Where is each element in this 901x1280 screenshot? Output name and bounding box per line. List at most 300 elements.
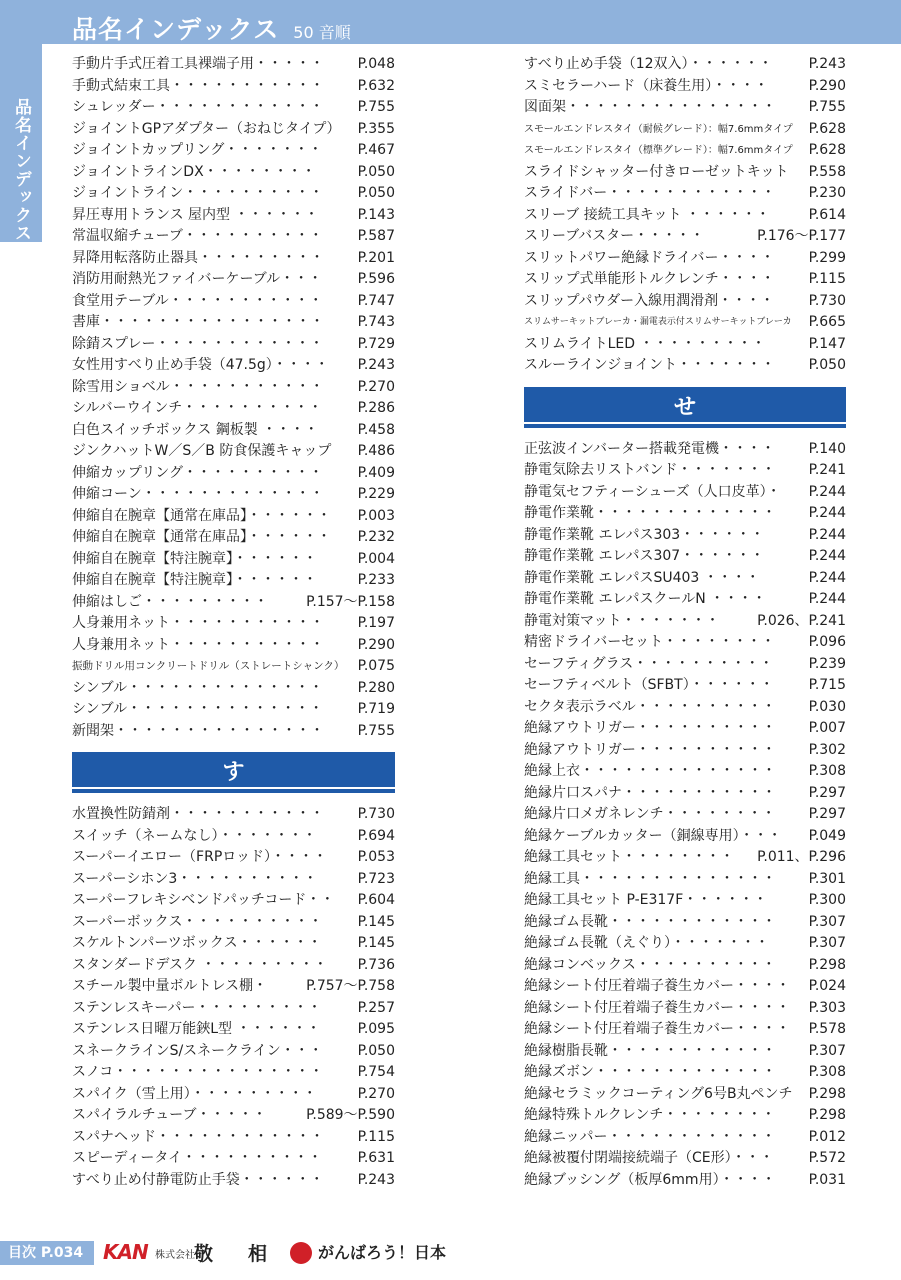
company-prefix: 株式会社 [155,1250,195,1261]
entry-name: 昇降用転落防止器具・・・・・・・・・ [72,249,324,266]
entry-page[interactable]: P.229 [357,486,395,502]
entry-page[interactable]: P.049 [808,827,846,844]
entry-page[interactable]: P.095 [357,1021,395,1037]
index-entry [524,439,846,461]
index-entry [72,248,395,270]
entry-page[interactable]: P.755 [808,99,846,115]
entry-page[interactable]: P.730 [808,292,846,309]
entry-page[interactable]: P.096 [808,634,846,650]
entry-name: 除錆スプレー・・・・・・・・・・・・ [72,335,324,352]
entry-page[interactable]: P.300 [808,892,846,908]
index-entry [72,847,395,869]
entry-page[interactable]: P.589～P.590 [306,1107,395,1123]
entry-page[interactable]: P.147 [808,335,846,352]
entry-name: スミセラーハード（床養生用）・・・・ [524,77,769,94]
index-entry [524,804,846,826]
entry-name: スパイク（雪上用）・・・・・・・・・ [72,1085,317,1102]
entry-page[interactable]: P.308 [808,1064,846,1080]
entry-page[interactable]: P.280 [357,679,395,696]
index-entry [524,890,846,912]
section-heading-rule [72,789,395,793]
index-entry [524,355,846,377]
index-entry [524,183,846,205]
entry-page[interactable]: P.486 [357,443,395,459]
entry-page[interactable]: P.572 [808,1150,846,1166]
entry-name: 伸縮自在腕章【通常在庫品】・・・・・・ [72,507,331,524]
index-entry [72,119,395,141]
entry-name: 絶縁ケーブルカッター（銅線専用）・・・ [524,827,782,844]
entry-page[interactable]: P.604 [357,892,395,908]
index-entry [524,847,846,869]
index-entry [72,226,395,248]
entry-name: スルーラインジョイント・・・・・・・ [524,357,775,373]
entry-page[interactable]: P.757～P.758 [306,978,395,994]
rising-sun-icon [290,1242,312,1264]
entry-name: 絶縁工具セット P-E317F・・・・・・ [524,892,768,908]
section-heading [524,387,846,428]
index-entry [72,506,395,528]
entry-name: スリーブ 接続工具キット ・・・・・・ [524,206,770,223]
entry-name: ステンレスキーパー・・・・・・・・・ [72,999,322,1016]
entry-page[interactable]: P.230 [808,185,846,201]
entry-page[interactable]: P.755 [357,99,395,115]
index-entry [72,463,395,485]
entry-name: 昇圧専用トランス 屋内型 ・・・・・・ [72,206,319,223]
entry-page[interactable]: P.723 [357,870,395,887]
entry-page[interactable]: P.115 [808,271,846,287]
index-entry [524,269,846,291]
entry-page[interactable]: P.578 [808,1021,846,1037]
entry-page[interactable]: P.743 [357,314,395,330]
index-entry [72,955,395,977]
entry-page[interactable]: P.024 [808,978,846,994]
index-entry [72,420,395,442]
index-entry [72,678,395,700]
entry-name: 静電作業靴・・・・・・・・・・・・・ [524,505,776,521]
entry-name: 絶縁片口メガネレンチ・・・・・・・・ [524,806,776,822]
entry-name: セクタ表示ラベル・・・・・・・・・・ [524,698,776,715]
entry-page[interactable]: P.729 [357,335,395,352]
index-entry [72,162,395,184]
index-entry [524,783,846,805]
index-entry [72,183,395,205]
index-entry [72,1170,395,1192]
index-entry [524,697,846,719]
company-name-1: 敬 [194,1243,214,1265]
entry-name: シンブル・・・・・・・・・・・・・・ [72,701,324,717]
entry-name: 絶縁工具・・・・・・・・・・・・・・ [524,870,776,887]
entry-name: 振動ドリル用コンクリートドリル（ストレートシャンク） [72,660,345,672]
entry-page[interactable]: P.145 [357,913,395,930]
index-entry [524,1084,846,1106]
entry-page[interactable]: P.243 [808,56,846,72]
entry-name: 絶縁ニッパー・・・・・・・・・・・・ [524,1128,776,1145]
entry-page[interactable]: P.301 [808,870,846,887]
entry-name: 手動片手式圧着工具裸端子用・・・・・ [72,56,324,72]
index-entry [524,611,846,633]
side-tab-label: 品名インデックス [11,98,31,242]
entry-name: 絶縁片口スパナ・・・・・・・・・・・ [524,784,776,801]
entry-page[interactable]: P.232 [357,529,395,545]
index-entry [524,460,846,482]
entry-page[interactable]: P.031 [808,1171,846,1188]
entry-page[interactable]: P.747 [357,292,395,309]
index-entry [72,869,395,891]
index-entry [72,1127,395,1149]
section-heading [72,752,395,793]
index-entry [72,592,395,614]
entry-page[interactable]: P.239 [808,655,846,672]
footer [0,1236,901,1280]
entry-page[interactable]: P.290 [357,636,395,653]
entry-name: すべり止め手袋（12双入）・・・・・・ [524,56,773,72]
index-entry [72,1041,395,1063]
index-entry [72,1105,395,1127]
index-entry [72,912,395,934]
entry-name: 絶縁ブッシング（板厚6mm用）・・・・ [524,1171,776,1188]
index-entry [524,761,846,783]
index-entry [524,589,846,611]
entry-name: 伸縮コーン・・・・・・・・・・・・・ [72,486,324,502]
entry-page[interactable]: P.290 [808,77,846,94]
entry-page[interactable]: P.244 [808,569,846,586]
entry-name: 静電対策マット・・・・・・・ [524,612,720,629]
entry-page[interactable]: P.243 [357,1171,395,1188]
entry-page[interactable]: P.244 [808,505,846,521]
entry-page[interactable]: P.302 [808,741,846,758]
index-entry [524,76,846,98]
entry-name: ジョイントGPアダプター（おねじタイプ） [72,120,341,137]
entry-name: 絶縁シート付圧着端子養生カバー・・・・ [524,1021,790,1037]
entry-name: 伸縮はしご・・・・・・・・・ [72,593,268,610]
entry-page[interactable]: P.719 [357,701,395,717]
entry-page[interactable]: P.755 [357,722,395,739]
entry-page[interactable]: P.298 [808,1107,846,1123]
entry-name: スリムライトLED ・・・・・・・・・ [524,335,766,352]
entry-name: 静電作業靴 エレパス303・・・・・・ [524,526,765,543]
entry-page[interactable]: P.730 [357,806,395,822]
entry-page[interactable]: P.050 [808,357,846,373]
entry-name: 静電作業靴 エレパスSU403 ・・・・ [524,569,760,586]
index-entry [524,291,846,313]
entry-page[interactable]: P.050 [357,163,395,180]
slogan: がんばろう！日本 [318,1243,447,1262]
index-entry [72,54,395,76]
index-entry [72,635,395,657]
entry-name: ジョイントラインDX・・・・・・・・ [72,163,316,180]
index-entry [524,740,846,762]
entry-page[interactable]: P.243 [357,357,395,373]
index-entry [72,570,395,592]
entry-name: 絶縁樹脂長靴・・・・・・・・・・・・ [524,1042,776,1059]
entry-page[interactable]: P.628 [808,120,846,137]
entry-page[interactable]: P.299 [808,249,846,266]
entry-name: 食堂用テーブル・・・・・・・・・・・ [72,292,323,309]
index-entry [524,718,846,740]
entry-page[interactable]: P.467 [357,142,395,158]
entry-page[interactable]: P.694 [357,827,395,844]
entry-name: 新聞架・・・・・・・・・・・・・・・ [72,722,324,739]
index-entry [72,484,395,506]
entry-name: シルバーウインチ・・・・・・・・・・ [72,400,323,416]
index-entry [72,355,395,377]
index-entry [72,312,395,334]
entry-page[interactable]: P.754 [357,1064,395,1080]
entry-page[interactable]: P.233 [357,572,395,588]
entry-name: スーパーボックス・・・・・・・・・・ [72,913,323,930]
entry-name: スーパーシホン3・・・・・・・・・・ [72,870,318,887]
entry-page[interactable]: P.298 [808,1085,846,1102]
entry-name: スリップ式単能形トルクレンチ・・・・ [524,271,775,287]
entry-name: シュレッダー・・・・・・・・・・・・ [72,99,324,115]
index-entry [72,699,395,721]
entry-name: スケルトンパーツボックス・・・・・・ [72,935,322,951]
entry-name: スパナヘッド・・・・・・・・・・・・ [72,1128,324,1145]
index-entry [524,998,846,1020]
index-entry [524,826,846,848]
entry-page[interactable]: P.075 [357,658,395,674]
entry-name: 絶縁セラミックコーティング6号B丸ペンチ [524,1085,793,1102]
entry-name: 人身兼用ネット・・・・・・・・・・・ [72,636,324,653]
entry-page[interactable]: P.003 [357,507,395,524]
entry-page[interactable]: P.270 [357,1085,395,1102]
index-entry [524,654,846,676]
index-entry [72,804,395,826]
entry-name: 絶縁アウトリガー・・・・・・・・・・ [524,720,776,736]
entry-page[interactable]: P.244 [808,548,846,564]
entry-page[interactable]: P.596 [357,271,395,287]
index-entry [524,1127,846,1149]
entry-name: 女性用すべり止め手袋（47.5g）・・・・ [72,357,329,373]
index-entry [524,1062,846,1084]
entry-name: 白色スイッチボックス 鋼板製 ・・・・ [72,421,319,438]
section-heading-char: せ [673,394,696,420]
entry-page[interactable]: P.270 [357,378,395,395]
entry-name: 正弦波インバーター搭載発電機・・・・ [524,440,776,457]
entry-name: ジョイントカップリング・・・・・・・ [72,142,323,158]
entry-page[interactable]: P.143 [357,206,395,223]
entry-page[interactable]: P.736 [357,956,395,973]
entry-name: スモールエンドレスタイ（耐候グレード）：幅7.6mmタイプ [524,123,793,135]
page-title: 品名インデックス 50 音順 [72,15,351,44]
entry-name: 伸縮カップリング・・・・・・・・・・ [72,464,324,481]
entry-page[interactable]: P.715 [808,677,846,693]
entry-page[interactable]: P.176～P.177 [757,228,846,244]
entry-page[interactable]: P.011、P.296 [757,849,846,865]
index-entry [524,912,846,934]
entry-name: 水置換性防錆剤・・・・・・・・・・・ [72,806,324,822]
index-entry [524,568,846,590]
index-entry [524,1041,846,1063]
index-entry [524,162,846,184]
index-entry [524,334,846,356]
index-entry [524,312,846,334]
entry-name: 常温収縮チューブ・・・・・・・・・・ [72,228,323,244]
index-entry [72,613,395,635]
entry-page[interactable]: P.257 [357,999,395,1016]
entry-page[interactable]: P.157～P.158 [306,593,395,610]
entry-name: 絶縁上衣・・・・・・・・・・・・・・ [524,763,776,779]
entry-name: 図面架・・・・・・・・・・・・・・・ [524,99,776,115]
side-tab [0,44,42,242]
index-entry [72,549,395,571]
entry-name: スリップパウダー入線用潤滑剤・・・・ [524,292,775,309]
left-column [72,54,395,1191]
index-entry [72,334,395,356]
entry-name: 絶縁コンベックス・・・・・・・・・・ [524,956,776,973]
section-heading-char: す [222,760,245,785]
index-entry [524,97,846,119]
entry-name: 絶縁ゴム長靴・・・・・・・・・・・・ [524,913,776,930]
entry-page[interactable]: P.307 [808,913,846,930]
entry-name: 除雪用ショベル・・・・・・・・・・・ [72,378,324,395]
index-entry [524,482,846,504]
index-entry [524,869,846,891]
entry-name: ジンクハットW／S／B 防食保護キャップ [72,443,332,459]
index-entry [524,503,846,525]
entry-page[interactable]: P.048 [357,56,395,72]
entry-name: 絶縁シート付圧着端子養生カバー・・・・ [524,978,790,994]
entry-name: 手動式結束工具・・・・・・・・・・・ [72,77,324,94]
entry-name: スーパーイエロー（FRPロッド）・・・・ [72,849,327,865]
index-entry [72,291,395,313]
index-entry [524,54,846,76]
entry-page[interactable]: P.628 [808,142,846,158]
entry-name: 伸縮自在腕章【通常在庫品】・・・・・・ [72,529,331,545]
entry-page[interactable]: P.409 [357,464,395,481]
entry-name: スモールエンドレスタイ（標準グレード）：幅7.6mmタイプ [524,145,793,156]
index-entry [524,205,846,227]
index-entry [524,546,846,568]
entry-page[interactable]: P.050 [357,1042,395,1059]
entry-page[interactable]: P.297 [808,784,846,801]
entry-name: 絶縁シート付圧着端子養生カバー・・・・ [524,999,790,1016]
index-entry [72,721,395,743]
entry-name: 人身兼用ネット・・・・・・・・・・・ [72,615,324,631]
entry-page[interactable]: P.241 [808,462,846,478]
entry-page[interactable]: P.297 [808,806,846,822]
index-entry [72,1062,395,1084]
index-entry [72,1084,395,1106]
entry-name: スネークラインS/スネークライン・・・ [72,1042,323,1059]
index-entry [72,205,395,227]
entry-page[interactable]: P.307 [808,935,846,951]
entry-page[interactable]: P.244 [808,526,846,543]
entry-name: スライドシャッター付きローゼットキット [524,163,789,180]
index-entry [524,675,846,697]
index-entry [524,1105,846,1127]
index-entry [524,525,846,547]
index-entry [72,656,395,678]
entry-page[interactable]: P.665 [808,314,846,330]
entry-page[interactable]: P.007 [808,720,846,736]
entry-name: 静電作業靴 エレパス307・・・・・・ [524,548,765,564]
entry-name: スノコ・・・・・・・・・・・・・・・ [72,1064,324,1080]
entry-name: すべり止め付静電防止手袋・・・・・・ [72,1171,324,1188]
index-entry [72,933,395,955]
entry-name: スイッチ（ネームなし）・・・・・・・ [72,827,317,844]
section-heading-rule [524,424,846,428]
index-entry [524,1170,846,1192]
index-entry [524,119,846,141]
entry-page[interactable]: P.303 [808,999,846,1016]
index-entry [72,97,395,119]
entry-name: スリムサーキットブレーカ・漏電表示付スリムサーキットブレーカ [524,317,792,327]
index-entry [72,890,395,912]
entry-page[interactable]: P.632 [357,77,395,94]
entry-page[interactable]: P.004 [357,550,395,567]
right-column [524,54,846,1191]
index-entry [524,248,846,270]
index-entry [72,1019,395,1041]
entry-name: 絶縁工具セット・・・・・・・・ [524,849,734,865]
entry-name: 書庫・・・・・・・・・・・・・・・・ [72,314,324,330]
entry-name: 絶縁ゴム長靴（えぐり）・・・・・・・ [524,935,769,951]
index-entry [72,1148,395,1170]
entry-name: 絶縁ズボン・・・・・・・・・・・・・ [524,1064,776,1080]
index-entry [72,527,395,549]
entry-name: スリーブバスター・・・・・ [524,228,705,244]
index-entry [72,398,395,420]
toc-link[interactable]: 目次 P.034 [0,1241,94,1265]
index-entry [524,226,846,248]
entry-name: スタンダードデスク ・・・・・・・・・ [72,956,328,973]
entry-page[interactable]: P.050 [357,185,395,201]
company-name-2: 相 [248,1243,268,1265]
entry-name: 絶縁特殊トルクレンチ・・・・・・・・ [524,1107,776,1123]
entry-page[interactable]: P.558 [808,163,846,180]
entry-page[interactable]: P.458 [357,421,395,438]
entry-page[interactable]: P.244 [808,591,846,607]
entry-page[interactable]: P.614 [808,206,846,223]
index-entry [524,140,846,162]
entry-page[interactable]: P.355 [357,120,395,137]
entry-page[interactable]: P.307 [808,1042,846,1059]
entry-page[interactable]: P.012 [808,1128,846,1145]
entry-page[interactable]: P.308 [808,763,846,779]
entry-page[interactable]: P.030 [808,698,846,715]
entry-name: 精密ドライバーセット・・・・・・・・ [524,634,776,650]
index-entry [524,1148,846,1170]
index-entry [72,140,395,162]
entry-page[interactable]: P.145 [357,935,395,951]
entry-name: 静電気除去リストバンド・・・・・・・ [524,462,776,478]
entry-page[interactable]: P.140 [808,440,846,457]
entry-name: セーフティグラス・・・・・・・・・・ [524,655,774,672]
entry-page[interactable]: P.115 [357,1128,395,1145]
entry-page[interactable]: P.298 [808,956,846,973]
entry-page[interactable]: P.026、P.241 [757,612,846,629]
entry-page[interactable]: P.631 [357,1150,395,1166]
entry-page[interactable]: P.587 [357,228,395,244]
page-subtitle: 50 音順 [293,23,351,42]
entry-page[interactable]: P.201 [357,249,395,266]
entry-name: 消防用耐熱光ファイバーケーブル・・・ [72,271,323,287]
entry-name: 伸縮自在腕章【特注腕章】・・・・・・ [72,550,317,567]
index-entry [72,998,395,1020]
entry-name: 絶縁被覆付閉端接続端子（CE形）・・・ [524,1150,774,1166]
entry-name: 絶縁アウトリガー・・・・・・・・・・ [524,741,776,758]
index-entry [72,976,395,998]
entry-page[interactable]: P.197 [357,615,395,631]
index-entry [524,976,846,998]
index-entry [524,1019,846,1041]
entry-page[interactable]: P.286 [357,400,395,416]
index-entry [72,377,395,399]
entry-page[interactable]: P.244 [808,483,846,500]
entry-page[interactable]: P.053 [357,849,395,865]
index-entry [72,826,395,848]
